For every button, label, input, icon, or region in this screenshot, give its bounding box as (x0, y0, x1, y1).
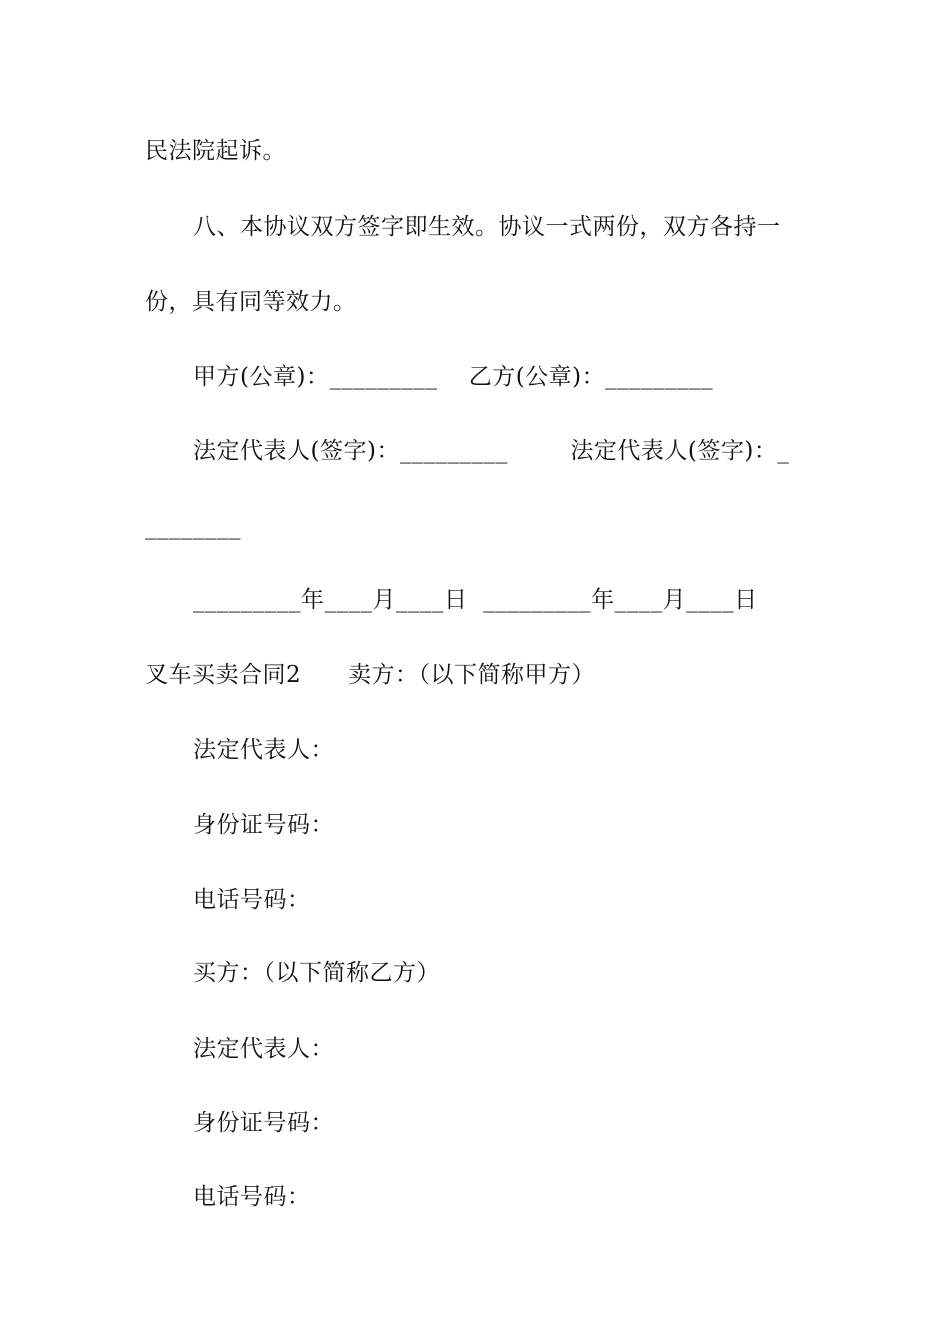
buyer-phone: 电话号码： (193, 1184, 311, 1210)
text-line-clause-8: 八、本协议双方签字即生效。协议一式两份，双方各持一 (193, 214, 781, 240)
seller-legal-rep: 法定代表人： (193, 737, 334, 763)
buyer-id-number: 身份证号码： (193, 1110, 334, 1136)
date-line: _________年____月____日 _________年____月____日 (193, 587, 758, 613)
signature-rep-line: 法定代表人(签字)：_________ 法定代表人(签字)：_ (193, 438, 790, 464)
buyer-heading: 买方：（以下简称乙方） (193, 960, 440, 986)
seller-id-number: 身份证号码： (193, 812, 334, 838)
buyer-legal-rep: 法定代表人： (193, 1036, 334, 1062)
signature-rep-line-cont: ________ (145, 514, 241, 540)
seller-phone: 电话号码： (193, 887, 311, 913)
signature-seal-line: 甲方(公章)：_________ 乙方(公章)：_________ (193, 364, 714, 390)
text-line-clause-8-cont: 份，具有同等效力。 (145, 289, 357, 315)
contract-title-seller: 叉车买卖合同2 卖方：（以下简称甲方） (145, 662, 595, 688)
text-line-court: 民法院起诉。 (145, 138, 286, 164)
